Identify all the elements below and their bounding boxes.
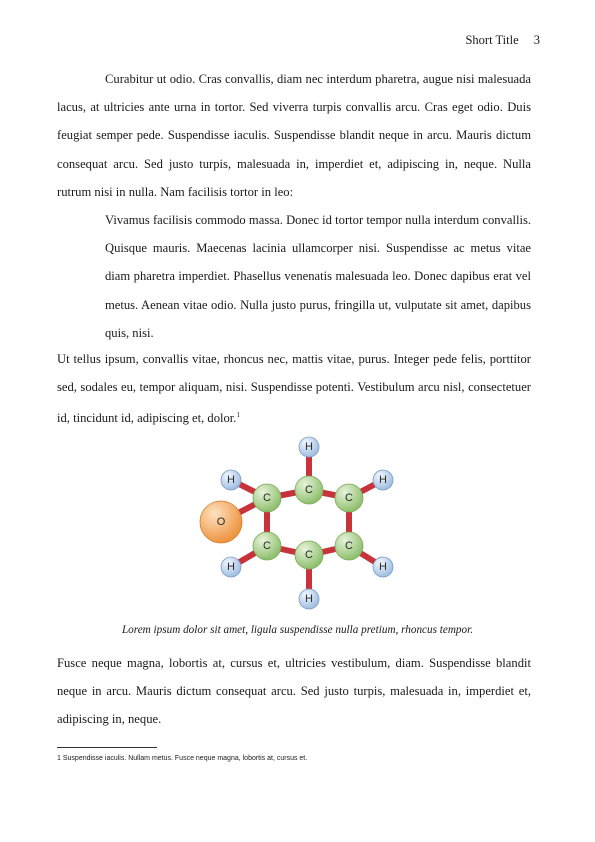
hydrogen-atom-label: H [379,561,387,573]
block-quote: Vivamus facilisis commodo massa. Donec id tortor tempor nulla interdum convallis. Quisque mauris. Maecenas lacinia ullamcorper nisi. Suspendisse ac metus vitae diam pharetra imperdiet. Phasellus venenatis malesuada leo. Donec dapibus erat vel metus. Aenean vitae odio. Nulla justo purus, fringilla ut, vulputate sit amet, dapibus quis, nisi. [105,213,531,340]
footnote-divider [57,747,157,748]
carbon-atom [295,541,323,569]
footnote [57,755,307,762]
carbon-atom-label: C [345,540,353,552]
carbon-atom-label: C [263,540,271,552]
hydrogen-atom [299,589,319,609]
carbon-atom-label: C [305,484,313,496]
atoms-group [200,437,393,609]
footnote-mark: 1 [57,755,61,762]
carbon-atom-label: C [305,549,313,561]
body-paragraph-2-text: Ut tellus ipsum, convallis vitae, rhoncus nec, mattis vitae, purus. Integer pede felis, porttitor sed, sodales eu, tempor aliquam, nisi. Suspendisse potenti. Vestibulum arcu nisl, consectetuer id, tincidunt id, adipiscing et, dolor. [57,352,531,426]
carbon-atom [253,532,281,560]
short-title: Short Title [465,33,519,47]
carbon-atom-label: C [263,492,271,504]
page-number: 3 [533,33,540,47]
carbon-atom [335,532,363,560]
bonds-group [221,447,383,599]
hydrogen-atom-label: H [305,593,313,605]
body-paragraph-3: Fusce neque magna, lobortis at, cursus et, ultricies vestibulum, diam. Suspendisse blandit neque in arcu. Mauris dictum consequat arcu. Sed justo turpis, malesuada in, imperdiet et, adipiscing in, neque. [57,656,531,727]
hydrogen-atom [221,470,241,490]
hydrogen-atom [373,470,393,490]
hydrogen-atom-label: H [227,474,235,486]
carbon-atom [295,476,323,504]
carbon-atom-label: C [345,492,353,504]
running-header [465,33,540,48]
oxygen-atom [200,501,242,543]
footnote-reference: 1 [236,411,240,420]
figure-caption: Lorem ipsum dolor sit amet, ligula suspendisse nulla pretium, rhoncus tempor. [121,624,474,636]
hydrogen-atom-label: H [227,561,235,573]
carbon-atom [335,484,363,512]
hydrogen-atom [373,557,393,577]
hydrogen-atom [221,557,241,577]
carbon-atom [253,484,281,512]
molecule-figure [193,430,403,620]
hydrogen-atom-label: H [305,441,313,453]
hydrogen-atom-label: H [379,474,387,486]
hydrogen-atom [299,437,319,457]
body-paragraph-1: Curabitur ut odio. Cras convallis, diam nec interdum pharetra, augue nisi malesuada lacus, at ultricies ante urna in tortor. Sed viverra turpis convallis arcu. Cras eget odio. Duis feugiat semper pede. Suspendisse iaculis. Suspendisse blandit neque in arcu. Mauris dictum consequat arcu. Sed justo turpis, malesuada in, imperdiet et, adipiscing in, neque. Nulla rutrum nisi in nulla. Nam facilisis tortor in leo: [57,72,531,199]
footnote-text: Suspendisse iaculis. Nullam metus. Fusce neque magna, lobortis at, cursus et. [62,755,308,762]
body-paragraph-2 [57,345,531,433]
oxygen-atom-label: O [216,516,226,528]
